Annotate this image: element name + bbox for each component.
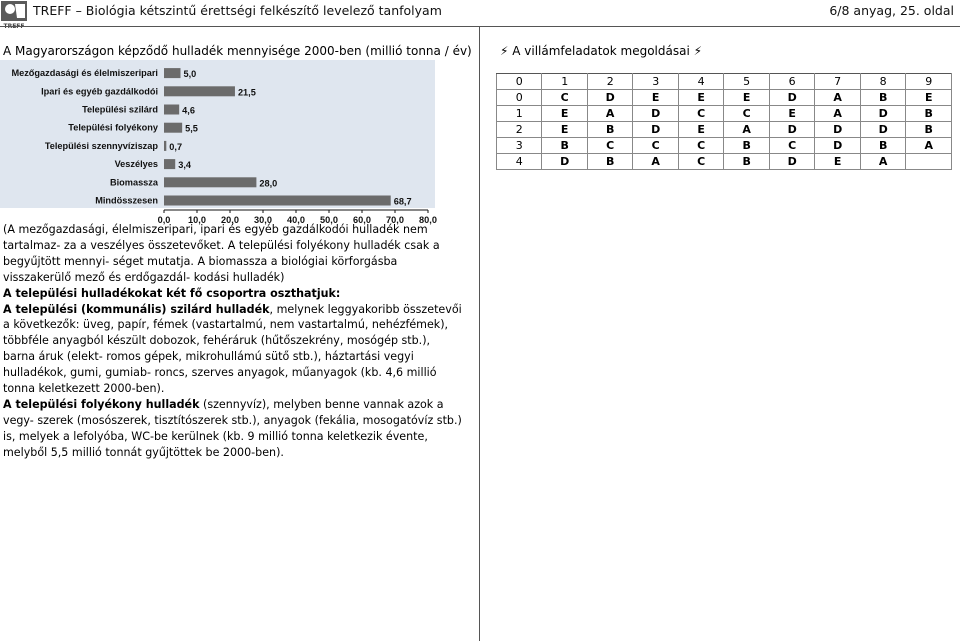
value-label: 5,0 (183, 69, 197, 80)
category-label: Biomassza (109, 177, 158, 188)
body-text (3, 222, 465, 461)
page-header (0, 0, 960, 24)
paragraph-liquid-waste (3, 397, 465, 461)
answer-cell: E (542, 106, 588, 122)
bar (164, 105, 179, 115)
answer-cell: B (724, 138, 769, 154)
header-divider (0, 26, 960, 27)
answer-cell: A (724, 122, 769, 138)
row-label: 4 (497, 154, 542, 170)
answer-cell: D (633, 106, 679, 122)
liquid-waste-term: A települési folyékony hulladék (3, 397, 200, 411)
answer-cell: A (906, 138, 952, 154)
answer-cell: D (769, 90, 815, 106)
value-label: 68,7 (393, 196, 412, 207)
bar (164, 177, 256, 187)
treff-logo (1, 1, 27, 29)
value-label: 5,5 (185, 123, 198, 134)
column-header: 1 (542, 74, 588, 90)
column-header: 0 (497, 74, 542, 90)
answer-cell: C (542, 90, 588, 106)
column-header: 7 (815, 74, 861, 90)
answer-cell: C (769, 138, 815, 154)
answer-cell: B (860, 138, 906, 154)
bar (164, 159, 175, 169)
answer-cell: B (906, 122, 952, 138)
answer-cell: B (587, 154, 633, 170)
bar (164, 68, 181, 78)
column-header: 5 (724, 74, 769, 90)
answer-cell: A (860, 154, 906, 170)
bar (164, 123, 182, 133)
category-label: Ipari és egyéb gazdálkodói (41, 86, 158, 97)
answer-cell: D (633, 122, 679, 138)
answer-cell: E (633, 90, 679, 106)
table-row (497, 138, 952, 154)
paragraph-solid-waste (3, 302, 465, 397)
answer-cell: B (587, 122, 633, 138)
answer-cell: E (906, 90, 952, 106)
x-tick-label: 80,0 (419, 215, 437, 225)
answer-cell: E (678, 90, 723, 106)
answers-title-row (500, 44, 702, 58)
row-label: 0 (497, 90, 542, 106)
row-label: 1 (497, 106, 542, 122)
x-tick-label: 20,0 (221, 215, 239, 225)
answer-cell: D (860, 106, 906, 122)
x-tick-label: 30,0 (254, 215, 272, 225)
column-header: 2 (587, 74, 633, 90)
table-header-row (497, 74, 952, 90)
answer-cell: C (678, 106, 723, 122)
answer-cell: D (769, 122, 815, 138)
answer-cell: C (678, 154, 723, 170)
x-tick-label: 10,0 (188, 215, 206, 225)
answer-cell: E (769, 106, 815, 122)
answer-cell: B (542, 138, 588, 154)
category-label: Települési szennyvíziszap (44, 140, 158, 151)
answer-cell: A (815, 106, 861, 122)
liquid-waste-text: (szennyvíz), melyben benne vannak azok a vegy- szerek (mosószerek, tisztítószerek stb.), anyagok (fekália, mosogatóvíz stb.) is, melyek a lefolyóba, WC-be kerülnek (kb. 9 millió tonna keletkezik évente, melyből 5,5 millió tonnát gyűjtöttek be 2000-ben). (3, 397, 462, 459)
answer-cell: A (633, 154, 679, 170)
column-divider (479, 26, 480, 641)
paragraph-heading: A települési hulladékokat két fő csoportra oszthatjuk: (3, 286, 341, 300)
answer-cell: E (678, 122, 723, 138)
answer-cell: D (860, 122, 906, 138)
bar (164, 196, 391, 206)
column-header: 8 (860, 74, 906, 90)
value-label: 21,5 (237, 87, 256, 98)
answer-cell: B (860, 90, 906, 106)
header-title: TREFF – Biológia kétszintű érettségi felkészítő levelező tanfolyam (33, 3, 442, 18)
answer-cell: A (815, 90, 861, 106)
column-header: 6 (769, 74, 815, 90)
table-row (497, 122, 952, 138)
answer-cell: D (542, 154, 588, 170)
category-label: Települési szilárd (82, 104, 158, 115)
answers-title: A villámfeladatok megoldásai (512, 44, 690, 58)
x-tick-label: 40,0 (287, 215, 305, 225)
answer-cell: B (906, 106, 952, 122)
column-header: 9 (906, 74, 952, 90)
lightning-icon: ⚡ (500, 44, 509, 58)
lightning-icon: ⚡ (693, 44, 703, 58)
paragraph-note: (A mezőgazdasági, élelmiszeripari, ipari és egyéb gazdálkodói hulladék nem tartalmaz- za a veszélyes összetevőket. A települési folyékony hulladék csak a begyűjtött mennyi- séget mutatja. A biomassza a biológiai körforgásba visszakerülő mező és erdőgazdál- kodási hulladék) (3, 223, 440, 284)
x-tick-label: 50,0 (320, 215, 338, 225)
answer-cell: C (633, 138, 679, 154)
table-row (497, 90, 952, 106)
row-label: 2 (497, 122, 542, 138)
bar (164, 141, 166, 151)
answer-cell: D (587, 90, 633, 106)
answer-cell: C (724, 106, 769, 122)
answer-cell: E (724, 90, 769, 106)
value-label: 3,4 (178, 160, 192, 171)
category-label: Mezőgazdasági és élelmiszeripari (11, 68, 158, 79)
answer-cell (906, 154, 952, 170)
category-label: Veszélyes (114, 159, 158, 170)
x-tick-label: 0,0 (157, 215, 171, 225)
answer-cell: D (815, 138, 861, 154)
column-header: 4 (678, 74, 723, 90)
solid-waste-term: A települési (kommunális) szilárd hulladék (3, 302, 270, 316)
answer-cell: A (587, 106, 633, 122)
answer-cell: D (769, 154, 815, 170)
answer-cell: C (587, 138, 633, 154)
answer-cell: C (678, 138, 723, 154)
waste-bar-chart (0, 60, 440, 228)
chart-title: A Magyarországon képződő hulladék mennyisége 2000-ben (millió tonna / év) (3, 44, 472, 58)
table-row (497, 106, 952, 122)
column-header: 3 (633, 74, 679, 90)
row-label: 3 (497, 138, 542, 154)
answer-cell: B (724, 154, 769, 170)
answer-cell: E (542, 122, 588, 138)
answers-table (496, 73, 952, 170)
value-label: 4,6 (182, 105, 195, 116)
bar (164, 86, 235, 96)
x-tick-label: 70,0 (386, 215, 404, 225)
solid-waste-text: , melynek leggyakoribb összetevői a következők: üveg, papír, fémek (vastartalmú, nem vastartalmú, nehézfémek), többféle anyagból készült dobozok, fehéráruk (hűtőszekrény, mosógép stb.), barna áruk (elekt- romos gépek, mikrohullámú sütő stb.), háztartási vegyi hulladékok, gumi, gumiab- roncs, szerves anyagok, műanyagok (kb. 4,6 millió tonna keletkezett 2000-ben). (3, 302, 462, 396)
x-tick-label: 60,0 (353, 215, 371, 225)
table-row (497, 154, 952, 170)
value-label: 0,7 (169, 141, 183, 152)
value-label: 28,0 (259, 178, 278, 189)
category-label: Települési folyékony (68, 122, 158, 133)
answer-cell: D (815, 122, 861, 138)
answer-cell: E (815, 154, 861, 170)
category-label: Mindösszesen (95, 195, 158, 206)
header-page-number: 6/8 anyag, 25. oldal (829, 3, 954, 18)
